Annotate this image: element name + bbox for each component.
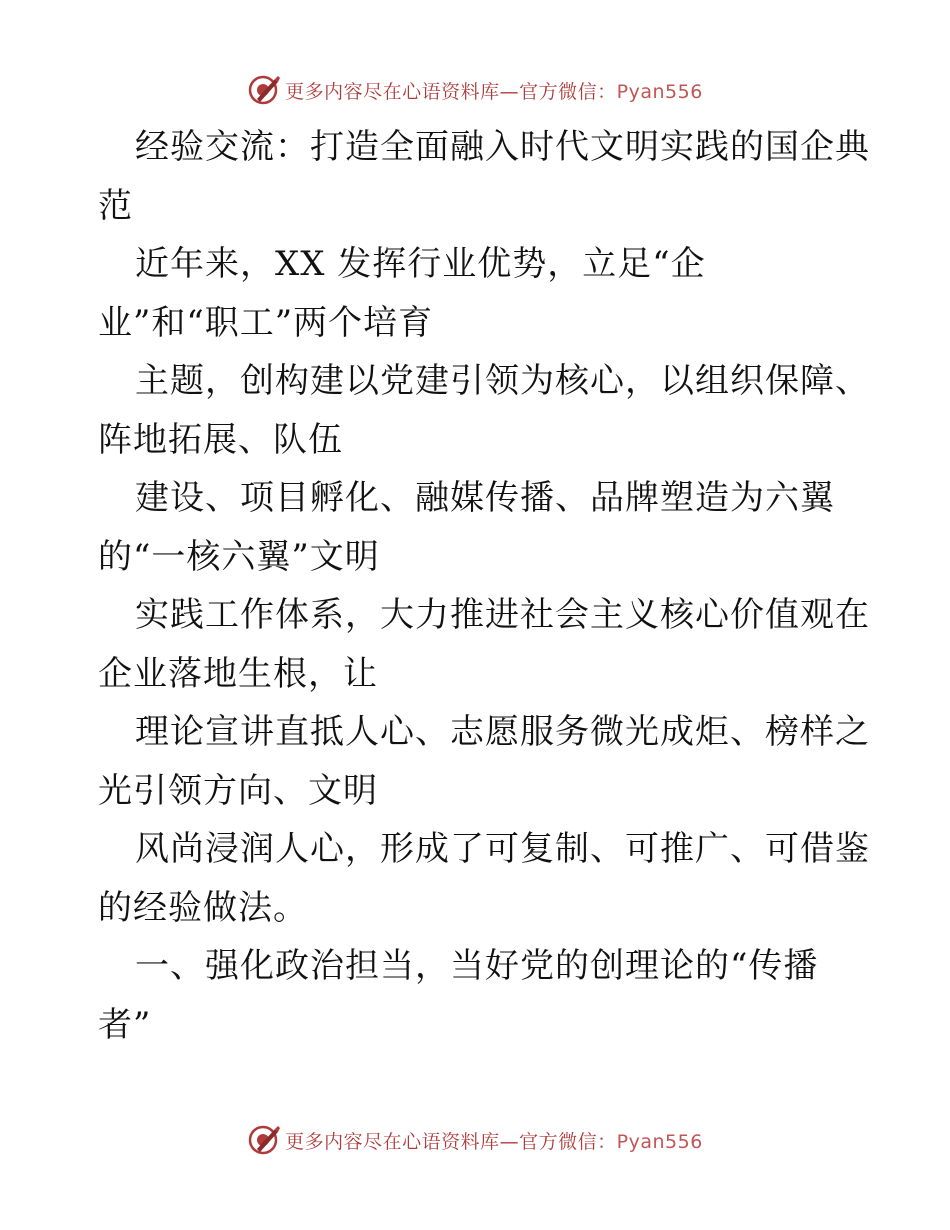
text-line: 企业落地生根，让 (98, 653, 378, 694)
pen-logo-icon (247, 73, 281, 107)
header-brand (285, 77, 703, 104)
text-line: 主题，创构建以党建引领为核心，以组织保障、 (135, 361, 870, 401)
footer-banner (0, 1120, 950, 1160)
text-line: 经验交流：打造全面融入时代文明实践的国企典 (135, 127, 870, 167)
text-line: 建设、项目孵化、融媒传播、品牌塑造为六翼 (135, 478, 835, 518)
footer-brand-text: 更多内容尽在心语资料库—官方微信： (285, 1130, 617, 1153)
text-line: 近年来，XX 发挥行业优势，立足“企 (135, 244, 706, 284)
text-line: 的经验做法。 (98, 887, 308, 928)
header-banner (0, 70, 950, 110)
footer-wechat-handle: Pyan556 (616, 1130, 703, 1153)
pen-logo-icon (247, 1123, 281, 1157)
text-line: 光引领方向、文明 (98, 770, 378, 811)
text-line: 理论宣讲直抵人心、志愿服务微光成炬、榜样之 (135, 712, 870, 752)
text-line: 实践工作体系，大力推进社会主义核心价值观在 (135, 595, 870, 635)
text-line: 风尚浸润人心，形成了可复制、可推广、可借鉴 (135, 829, 870, 869)
header-brand-text: 更多内容尽在心语资料库—官方微信： (285, 80, 617, 103)
footer-brand (285, 1127, 703, 1154)
text-line: 阵地拓展、队伍 (98, 419, 343, 460)
text-line: 业”和“职工”两个培育 (98, 302, 434, 343)
header-wechat-handle: Pyan556 (616, 80, 703, 103)
text-line: 的“一核六翼”文明 (98, 536, 380, 577)
text-line: 范 (98, 185, 133, 226)
text-line: 一、强化政治担当，当好党的创理论的“传播 (135, 946, 819, 986)
document-body (98, 118, 870, 1054)
text-line: 者” (98, 1004, 152, 1045)
